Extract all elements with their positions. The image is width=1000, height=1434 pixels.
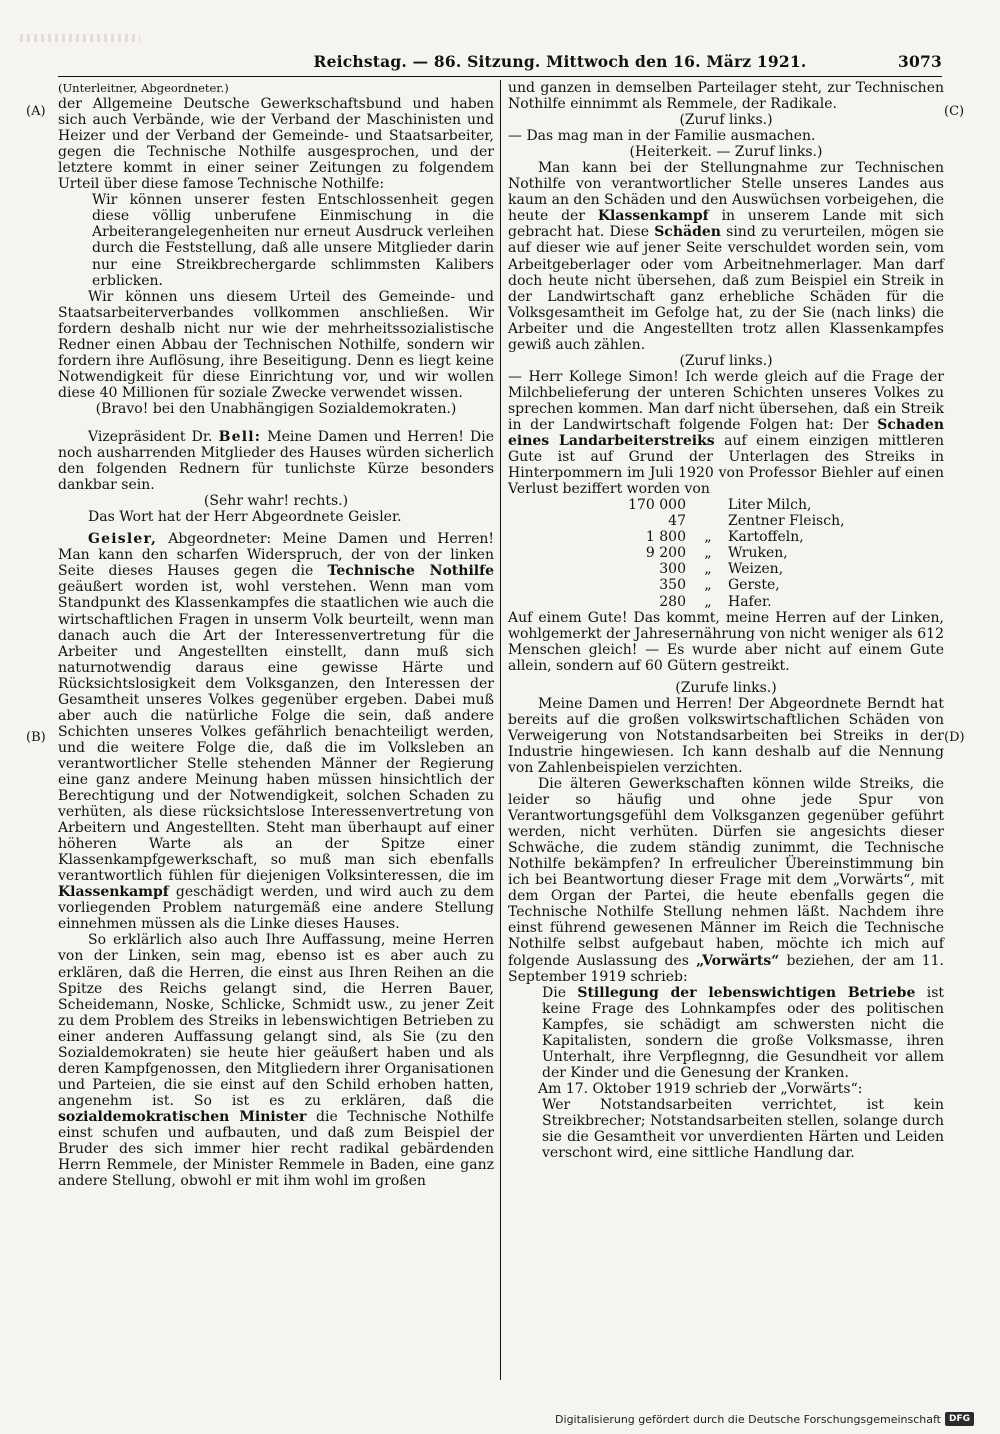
block-quote: Wir können unserer festen Entschlossenheit gegen diese völlig unberufene Einmischung in die Arbeiterangelegenheiten nur erneut Ausdruck verleihen durch die Feststellung, daß alle unsere Mitglieder darin nur eine Streikbrechergarde schlimmsten Kalibers erblicken. [92,192,494,289]
loss-item: Weizen, [728,561,784,578]
emphasis: Klassenkampf [58,884,169,901]
paragraph: Am 17. Oktober 1919 schrieb der „Vorwärts“: [538,1080,863,1097]
loss-item: Kartoffeln, [728,529,804,546]
margin-mark-c: (C) [944,104,965,119]
block-quote: Wer Notstandsarbeiten verrichtet, ist kein Streikbrecher; Notstandsarbeiten stellen, solange durch sie die Gesamtheit vor unverdienten Härten und Leiden verschont wird, eine sittliche Handlung dar. [542,1096,944,1162]
interjection: (Zuruf links.) [679,112,773,129]
margin-mark-d: (D) [944,730,965,745]
margin-mark-a: (A) [26,104,46,119]
emphasis: Stillegung der lebenswichtigen Betriebe [577,984,916,1001]
loss-quantity: 350 [659,577,686,594]
paragraph: und ganzen in demselben Parteilager steht, zur Technischen Nothilfe einnimmt als Remmele, der Radikale. [508,80,944,113]
interjection: (Heiterkeit. — Zuruf links.) [629,144,823,161]
running-head: Reichstag. — 86. Sitzung. Mittwoch den 16. März 1921. [313,52,807,71]
footer [555,1412,974,1426]
speaker-name: Geisler, [88,531,158,548]
right-column [508,80,944,1161]
loss-item: Gerste, [728,577,780,594]
paragraph: der Allgemeine Deutsche Gewerkschaftsbund und haben sich auch Verbände, wie der Verband der Maschinisten und Heizer und der Verband der Gemeinde- und Staatsarbeiter, gegen die Technische Nothilfe ausgesprochen, und der letztere kommt in einer seiner Zeitungen zu folgendem Urteil über diese famose Technische Nothilfe: [58,96,494,193]
speech-text: geäußert worden ist, wohl verstehen. Wenn man vom Standpunkt des Klassenkampfes die staatlichen wie auch die wirtschaftlichen Fragen in unserm Volk beurteilt, wenn man danach auch die Art der Interessenvertretung für die Arbeiter und Angestellten einstellt, dann muß sich naturnotwendig daraus eine gewisse Härte und Rücksichtslosigkeit dem Volksganzen, den Interessen der Gesamtheit unseres Volkes gegenüber ergeben. Dabei muß aber auch die natürliche Folge die sein, daß andere Schichten unseres Volkes gefährlich benachteiligt werden, und die weitere Folge die, daß die im Volksleben an verantwortlicher Stelle stehenden Männer der Regierung eine ganz andere Meinung haben müssen hinsichtlich der Berechtigung und der Notwendigkeit, solchen Schaden zu verhüten, als diese rücksichtslose Interessenvertretung von Arbeitern und Angestellten. Steht man überhaupt auf einer höheren Warte als an der Spitze einer Klassenkampfgewerkschaft, so muß man sich ebenfalls verantwortlich fühlen für diejenigen Volksinteressen, die im [58,579,494,885]
loss-quantity: 1 800 [645,529,686,546]
loss-row [594,497,851,513]
emphasis: sozialdemokratischen Minister [58,1108,307,1125]
margin-mark-b: (B) [26,730,46,745]
paragraph: Meine Damen und Herren! Der Abgeordnete Berndt hat bereits auf die großen volkswirtschaftlichen Schäden von Verweigerung von Notstandsarbeiten bei Streiks in der Industrie hingewiesen. Ich kann deshalb auf die Nennung von Zahlenbeispielen verzichten. [508,695,944,776]
speech-text: Meine Damen und Herren! Die noch ausharrenden Mitglieder des Hauses würden sicherlich den folgenden Rednern für tunlichste Kürze besonders dankbar sein. [58,428,495,494]
block-quote [542,985,944,1081]
speaker-name: Bell: [218,428,262,445]
ditto-mark: „ [704,593,712,610]
scan-artifact [20,34,140,42]
loss-row [594,529,851,545]
speech-text: Man kann bei der Stellungnahme zur Technischen Nothilfe von verantwortlicher Stelle unseres Landes aus kaum an den Schäden und den Auswüchsen vorbeigehen, die heute der [508,160,944,225]
ditto-mark: „ [704,561,712,578]
loss-item: Liter Milch, [728,497,812,514]
speaker-role: Vizepräsident Dr. [88,428,213,445]
speech-text: — Herr Kollege Simon! Ich werde gleich auf die Frage der Milchbelieferung der unteren Schichten unseres Volkes zu sprechen kommen. Man darf nicht übersehen, daß ein Streik in der Landwirtschaft folgende Folgen hat: Der [508,368,944,433]
paragraph: — Das mag man in der Familie ausmachen. [508,128,816,145]
paragraph [508,160,944,353]
header-rule [58,76,942,77]
ditto-mark [694,497,728,513]
interjection: (Zuruf links.) [679,352,773,369]
emphasis: Technische Nothilfe [327,563,495,580]
loss-item: Wruken, [728,545,788,562]
dfg-logo: DFG [945,1412,974,1426]
loss-row [594,577,851,593]
emphasis: Schaden eines Landarbeiterstreiks [508,416,944,450]
speech-text: sind zu verurteilen, mögen sie auf dieser wie auf jener Seite verschuldet worden sein, vom Arbeitgeberlager oder vom Arbeitnehmerlager. Man darf doch heute nicht übersehen, daß zum Beispiel ein Streik in der Landwirtschaft ganz erhebliche Schäden für die Volksgesamtheit im Gefolge hat, zu der Sie (nach links) die Arbeiter und die Angestellten trotz allen Klassenkampfes gewiß auch zählen. [508,224,945,353]
loss-item: Zentner Fleisch, [728,513,845,530]
column-divider [500,80,501,1380]
interjection: (Zurufe links.) [675,679,777,696]
loss-table-body [594,497,851,609]
loss-row [594,561,851,577]
ditto-mark: „ [704,545,712,562]
loss-quantity: 280 [659,593,686,610]
spacer [58,417,494,429]
quote-text: ist keine Frage des Lohnkampfes oder des politischen Kampfes, sie schädigt am schwersten nicht die Kapitalisten, sondern die große Volksmasse, ihren Unterhalt, ihre Verpflegnng, die Gesundheit vor allem der Kinder und die Genesung der Kranken. [542,984,945,1081]
speech-text: geschädigt werden, und wird auch zu dem vorliegenden Problem naturgemäß eine andere Stellung einnehmen müssen als die Linke dieses Hauses. [58,884,494,933]
footer-credit: Digitalisierung gefördert durch die Deutsche Forschungsgemeinschaft [555,1412,941,1426]
ditto-mark: „ [704,529,712,546]
emphasis: „Vorwärts“ [696,952,780,969]
page-header [58,52,942,76]
paragraph: Auf einem Gute! Das kommt, meine Herren auf der Linken, wohlgemerkt der Jahresernährung von nicht weniger als 612 Menschen gleich! — Es wurde aber nicht auf einem Gute allein, sondern auf 60 Gütern gestreikt. [508,609,944,674]
loss-row [594,545,851,561]
paragraph: Wir können uns diesem Urteil des Gemeinde- und Staatsarbeiterverbandes vollkommen anschließen. Wir fordern deshalb nicht nur wie der mehrheitssozialistische Redner einen Abbau der Technischen Nothilfe, sondern wir fordern ihre Auflösung, ihre Beseitigung. Denn es liegt keine Notwendigkeit für diese Einrichtung vor, und wir wollen diese 40 Millionen für soziale Zwecke verwendet wissen. [58,288,494,401]
page-number: 3073 [898,52,942,71]
loss-item: Hafer. [728,593,772,610]
speech-text: So erklärlich also auch Ihre Auffassung, meine Herren von der Linken, sein mag, ebenso ist es aber auch zu erklären, daß die Herren, die einst aus Ihren Reihen an die Spitze des Reichs gelangt sind, die Herren Bauer, Scheidemann, Noske, Schlicke, Schmidt usw., zu jener Zeit zu dem Problem des Streiks in lebenswichtigen Betrieben zu einer anderen Auffassung gelangt sind, als Sie (zu den Sozialdemokraten) sie heute hier geäußert haben und als deren Kampfgenossen, den Mitgliedern ihrer Organisationen und Parteien, die sie einst auf den Schild erhoben hatten, angenehm ist. So ist es zu erklären, daß die [58,932,494,1109]
emphasis: Schäden [654,224,721,241]
ditto-mark [694,513,728,529]
paragraph [508,776,944,985]
interjection: (Bravo! bei den Unabhängigen Sozialdemokraten.) [95,400,457,417]
loss-quantity: 9 200 [645,545,686,562]
speech-text: Die älteren Gewerkschaften können wilde Streiks, die leider so häufig und ohne jede Spur von Verantwortungsgefühl dem Volksganzen gegenüber geführt werden, nicht verhüten. Dürfen sie angesichts dieser Schwäche, die zudem ständig zunimmt, die Technische Nothilfe bekämpfen? In erfreulicher Übereinstimmung bin ich bei Beantwortung dieser Frage mit dem „Vorwärts“, mit dem Organ der Partei, die heute ebenfalls gegen die Technische Nothilfe Stellung nehmen läßt. Nachdem ihre einst führend gewesenen Männer im Reich die Technische Nothilfe selbst aufgebaut haben, möchte ich mich auf folgende Auslassung des [508,776,944,969]
loss-row [594,513,851,529]
speech-text: in unserem Lande mit sich gebracht hat. Diese [508,208,945,241]
emphasis: Klassenkampf [597,208,709,225]
speech-text: auf einem einzigen mittleren Gute ist auf Grund der Unterlagen des Streiks in Hinterpommern im Juli 1920 von Professor Biehler auf einen Verlust beziffert worden von [508,433,944,498]
paragraph: Das Wort hat der Herr Abgeordnete Geisler. [88,509,402,526]
loss-quantity: 47 [668,513,686,530]
loss-quantity: 170 000 [628,497,686,514]
loss-quantity: 300 [659,561,686,578]
ditto-mark: „ [704,577,712,594]
left-column [58,80,494,1189]
speaker-tag: (Unterleitner, Abgeordneter.) [58,81,229,95]
loss-row [594,594,851,610]
speech-text: die Technische Nothilfe einst schufen und aufbauten, und daß zum Beispiel der Bruder des sich immer hier recht radikal gebärdenden Herrn Remmele, der Minister Remmele in Baden, eine ganz andere Stellung, obwohl er mit ihm wohl im großen [58,1108,494,1190]
paragraph [58,932,494,1189]
quote-text: Die [542,984,566,1001]
speech-text: beziehen, der am 11. September 1919 schrieb: [508,952,944,985]
speaker-paragraph [58,531,494,932]
paragraph [508,369,944,497]
loss-table [594,497,851,609]
speech-text: Abgeordneter: Meine Damen und Herren! Man kann den scharfen Widerspruch, der von der linken Seite dieses Hauses gegen die [58,531,494,580]
interjection: (Sehr wahr! rechts.) [203,493,349,510]
speaker-paragraph [58,429,494,493]
